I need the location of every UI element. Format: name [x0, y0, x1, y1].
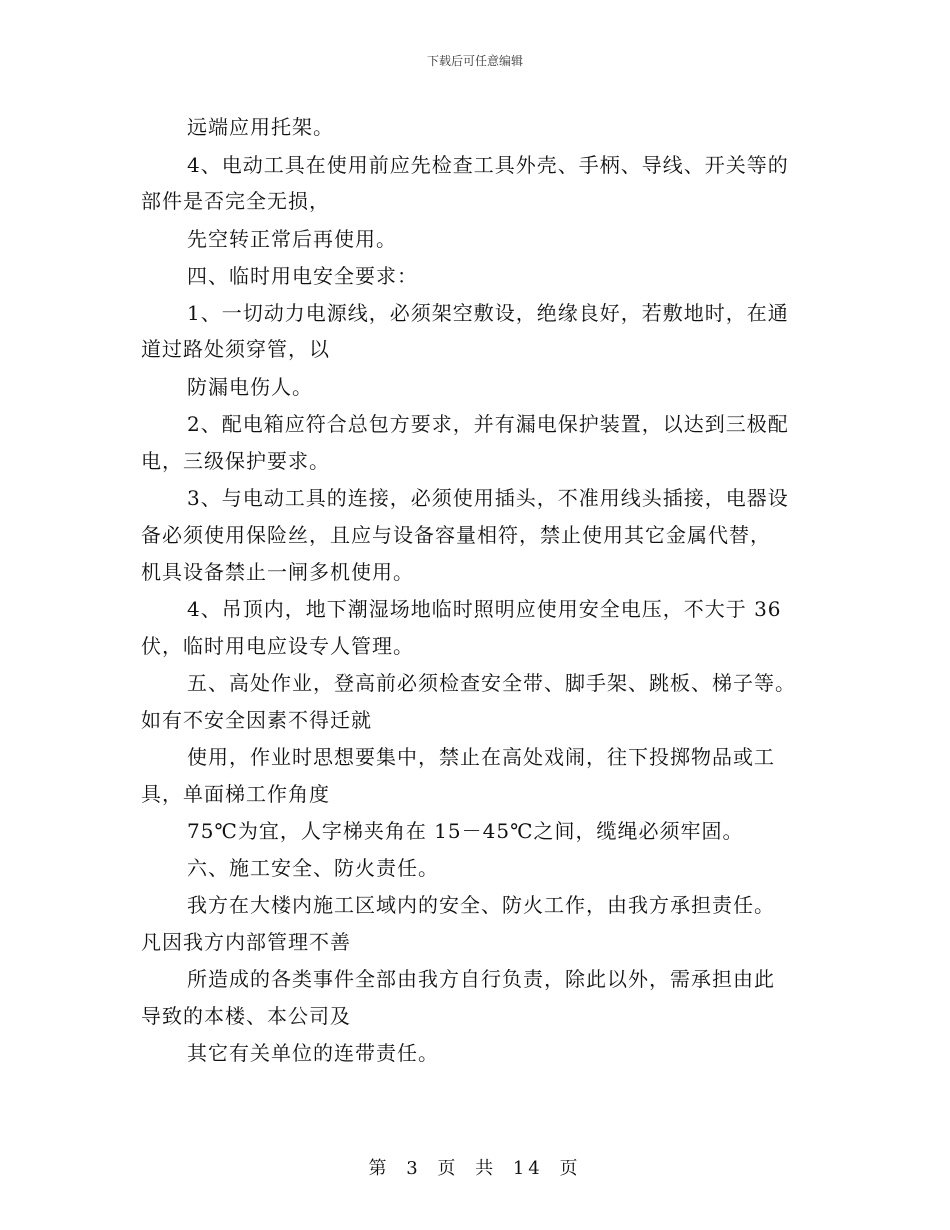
text-line: 先空转正常后再使用。: [187, 227, 397, 251]
text-line: 75℃为宜，人字梯夹角在 15－45℃之间，缆绳必须牢固。: [187, 819, 744, 843]
text-line: 使用，作业时思想要集中，禁止在高处戏闹，往下投掷物品或工: [187, 745, 775, 769]
text-line: 备必须使用保险丝，且应与设备容量相符，禁止使用其它金属代替，: [141, 523, 771, 547]
text-line: 3、与电动工具的连接，必须使用插头，不准用线头插接，电器设: [187, 486, 789, 510]
text-line: 1、一切动力电源线，必须架空敷设，绝缘良好，若敷地时，在通: [187, 301, 789, 325]
text-line: 我方在大楼内施工区域内的安全、防火工作，由我方承担责任。: [187, 893, 775, 917]
text-line: 凡因我方内部管理不善: [141, 930, 351, 954]
text-line: 部件是否完全无损，: [141, 189, 330, 213]
text-line: 4、电动工具在使用前应先检查工具外壳、手柄、导线、开关等的: [187, 153, 789, 177]
text-line: 2、配电箱应符合总包方要求，并有漏电保护装置，以达到三极配: [187, 412, 789, 436]
text-line: 机具设备禁止一闸多机使用。: [141, 560, 414, 584]
text-line: 所造成的各类事件全部由我方自行负责，除此以外，需承担由此: [187, 967, 775, 991]
text-line: 4、吊顶内，地下潮湿场地临时照明应使用安全电压，不大于 36: [187, 597, 782, 621]
page-header: 下载后可任意编辑: [426, 54, 523, 68]
text-line: 伏，临时用电应设专人管理。: [141, 634, 414, 658]
text-line: 具，单面梯工作角度: [141, 782, 330, 806]
section-heading: 六、施工安全、防火责任。: [187, 856, 439, 880]
text-line: 导致的本楼、本公司及: [141, 1004, 351, 1028]
text-line: 远端应用托架。: [187, 115, 334, 139]
text-line: 其它有关单位的连带责任。: [187, 1041, 439, 1065]
text-line: 如有不安全因素不得迁就: [141, 708, 372, 732]
section-heading: 五、高处作业，登高前必须检查安全带、脚手架、跳板、梯子等。: [187, 671, 796, 695]
text-line: 防漏电伤人。: [187, 375, 313, 399]
page-number-footer: 第 3 页 共 14 页: [368, 1158, 582, 1179]
text-line: 电，三级保护要求。: [141, 449, 330, 473]
text-line: 道过路处须穿管，以: [141, 337, 330, 361]
section-heading: 四、临时用电安全要求：: [187, 264, 418, 288]
